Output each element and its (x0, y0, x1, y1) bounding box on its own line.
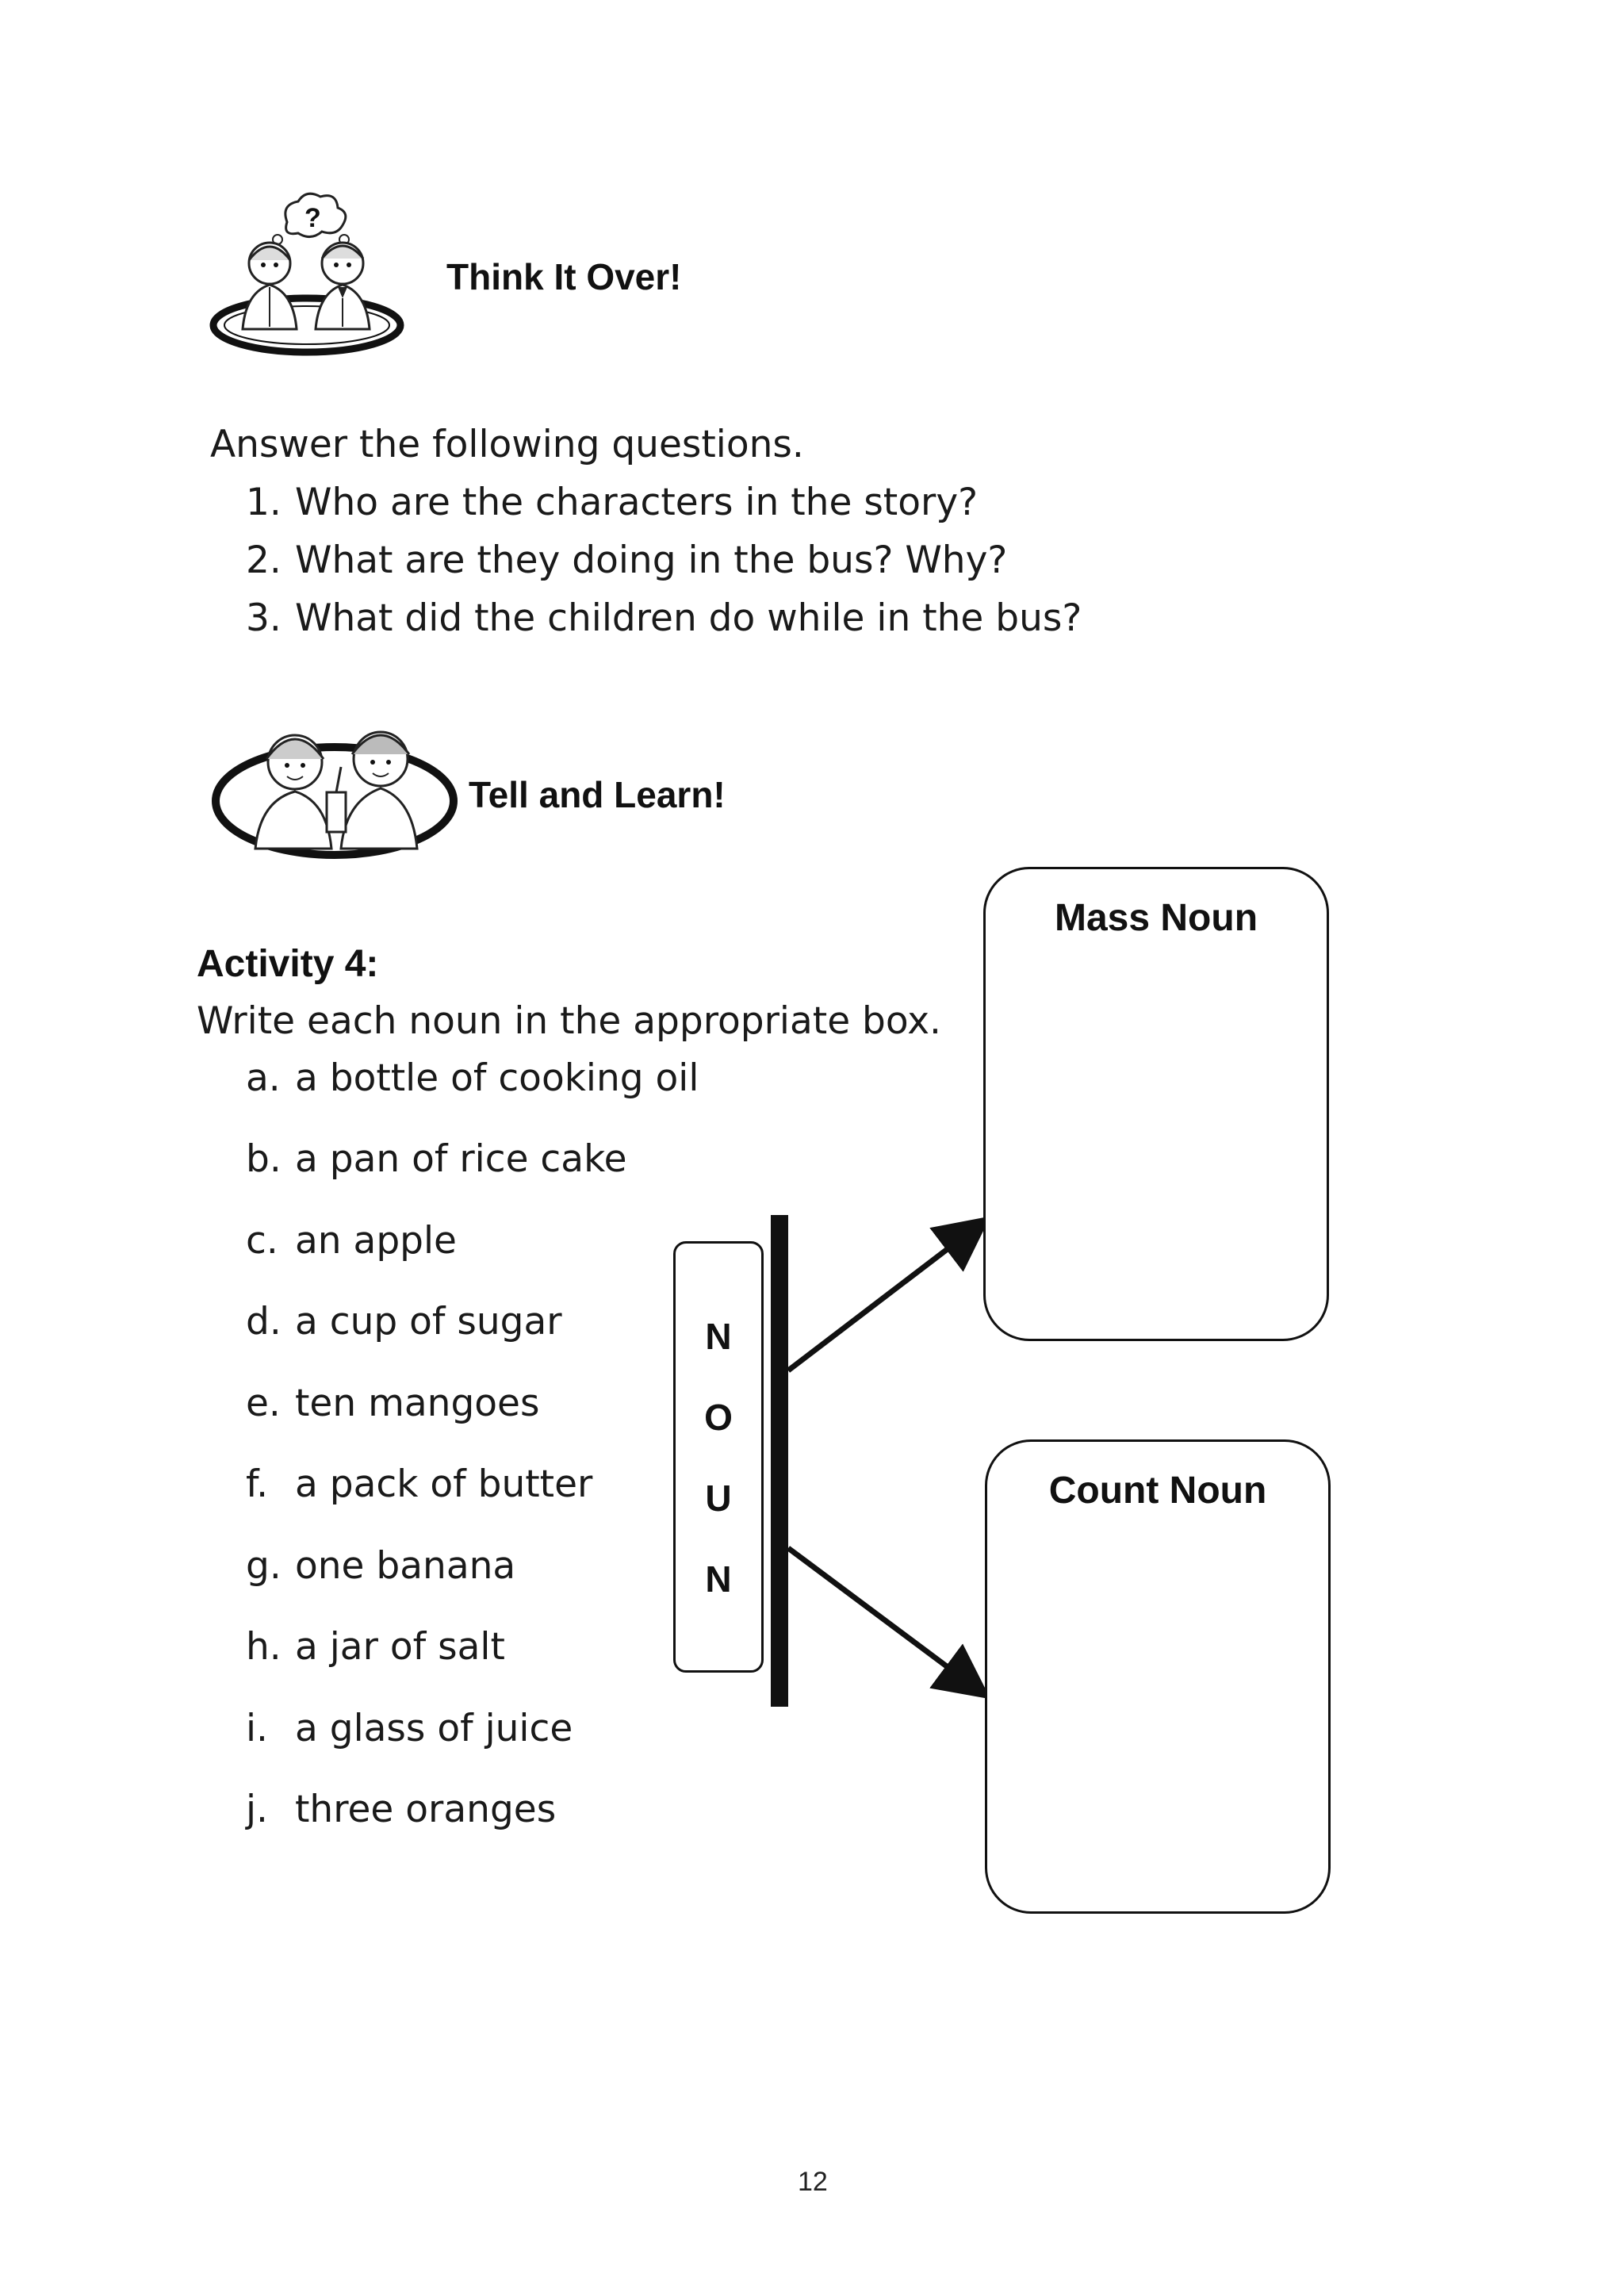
noun-text: a pack of butter (295, 1462, 593, 1506)
noun-list-item (246, 1137, 627, 1181)
noun-strip-letter: N (705, 1316, 732, 1357)
question-text: What did the children do while in the bus? (295, 596, 1082, 640)
mass-noun-box[interactable] (983, 867, 1329, 1341)
noun-text: an apple (295, 1219, 457, 1263)
noun-text: three oranges (295, 1788, 557, 1831)
noun-letter: d. (246, 1300, 282, 1343)
noun-text: a cup of sugar (295, 1300, 562, 1343)
question-item (246, 539, 1007, 582)
noun-text: a glass of juice (295, 1707, 573, 1750)
mass-noun-box-title: Mass Noun (1054, 897, 1258, 939)
section-heading-tell-and-learn: Tell and Learn! (469, 774, 726, 815)
noun-letter: i. (246, 1707, 268, 1750)
noun-text: a jar of salt (295, 1625, 505, 1669)
noun-letter: h. (246, 1625, 282, 1669)
noun-letter: f. (246, 1462, 269, 1506)
count-noun-box-title: Count Noun (1048, 1470, 1267, 1512)
noun-list-item (246, 1219, 457, 1263)
questions-intro: Answer the following questions. (210, 423, 804, 466)
noun-text: a pan of rice cake (295, 1137, 627, 1181)
noun-list-item (246, 1544, 515, 1588)
noun-list-item (246, 1788, 556, 1831)
noun-list-item (246, 1382, 539, 1425)
noun-text: a bottle of cooking oil (295, 1056, 699, 1100)
noun-list-item (246, 1462, 592, 1506)
noun-letter: b. (246, 1137, 282, 1181)
noun-list-item (246, 1056, 699, 1100)
mass-noun-arrow (788, 1223, 982, 1370)
count-noun-arrow (788, 1548, 982, 1692)
activity-instruction: Write each noun in the appropriate box. (197, 999, 941, 1043)
activity-title: Activity 4: (197, 943, 379, 985)
noun-text: one banana (295, 1544, 516, 1588)
noun-letter: c. (246, 1219, 278, 1263)
learning-children-icon (208, 710, 462, 868)
question-number: 2. (246, 539, 282, 582)
noun-list-item (246, 1707, 573, 1750)
question-number: 1. (246, 481, 282, 524)
noun-strip-letter: N (705, 1558, 732, 1600)
question-item (246, 596, 1082, 640)
noun-letter: e. (246, 1382, 281, 1425)
noun-label-strip (673, 1241, 764, 1673)
noun-list-item (246, 1625, 505, 1669)
noun-list-item (246, 1300, 562, 1343)
count-noun-box[interactable] (985, 1439, 1331, 1914)
thinking-children-icon (208, 190, 406, 357)
svg-text:?: ? (304, 203, 321, 233)
question-text: What are they doing in the bus? Why? (295, 539, 1008, 582)
divider-bar (771, 1215, 788, 1707)
noun-letter: j. (246, 1788, 268, 1831)
noun-letter: a. (246, 1056, 281, 1100)
question-text: Who are the characters in the story? (295, 481, 979, 524)
section-heading-think-it-over: Think It Over! (446, 256, 682, 297)
noun-letter: g. (246, 1544, 282, 1588)
noun-strip-letter: U (705, 1478, 732, 1519)
noun-strip-letter: O (704, 1397, 733, 1438)
question-item (246, 481, 978, 524)
classification-arrows (753, 1205, 991, 1713)
question-number: 3. (246, 596, 282, 640)
noun-text: ten mangoes (295, 1382, 540, 1425)
page-number: 12 (798, 2167, 828, 2197)
